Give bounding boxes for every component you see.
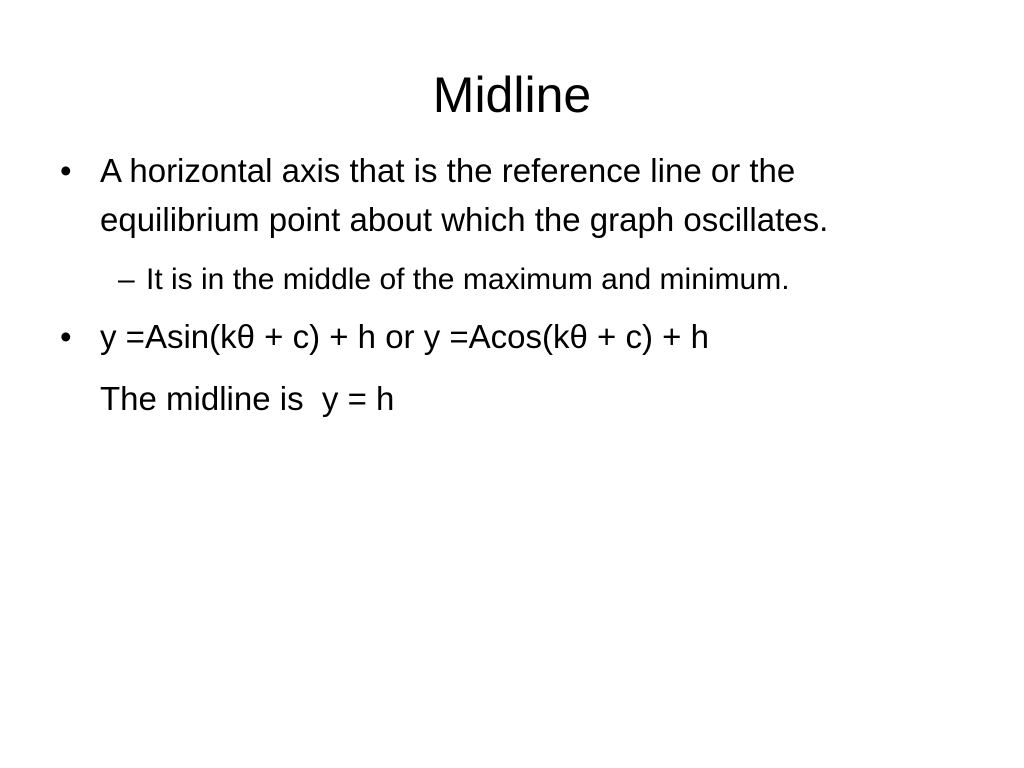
slide-title: Midline [432,67,592,123]
bullet-text: A horizontal axis that is the reference line or the equilibrium point about which the graph oscillates. [100,152,829,238]
bullet-marker: • [60,152,72,189]
bullet-marker: • [60,318,72,355]
bullet-item [60,312,960,361]
bullet-item [60,146,960,244]
continuation-text: The midline is y = h [100,380,395,417]
sub-bullet-item [60,258,960,302]
sub-bullet-marker: – [118,263,135,296]
slide-body [60,146,960,423]
formula-text: y =Asin(kθ + c) + h or y =Acos(kθ + c) + h [100,318,709,355]
sub-bullet-text: It is in the middle of the maximum and minimum. [146,263,790,296]
